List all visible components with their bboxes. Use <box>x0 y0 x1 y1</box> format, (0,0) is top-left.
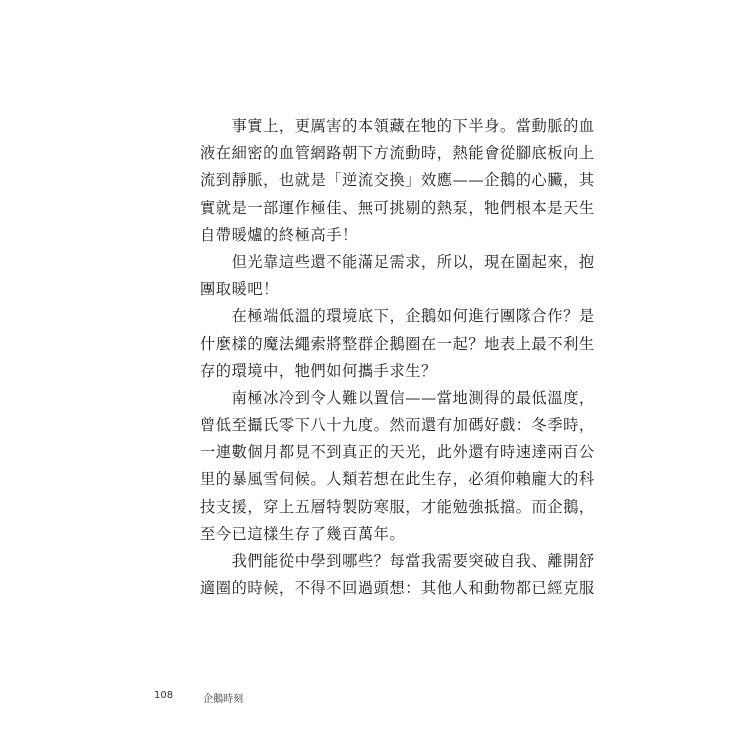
text-line: 液在細密的血管網路朝下方流動時，熱能會從腳底板向上 <box>200 144 595 163</box>
text-line: 南極冰冷到令人難以置信——當地測得的最低溫度， <box>200 388 595 407</box>
text-line: 至今已這樣生存了幾百萬年。 <box>200 524 406 543</box>
text-line: 里的暴風雪伺候。人類若想在此生存，必須仰賴龐大的科 <box>200 470 595 489</box>
text-line: 一連數個月都見不到真正的天光，此外還有時速達兩百公 <box>200 443 595 462</box>
text-line: 技支援，穿上五層特製防寒服，才能勉強抵擋。而企鵝， <box>200 497 595 516</box>
page-number: 108 <box>154 690 174 701</box>
text-line: 我們能從中學到哪些？每當我需要突破自我、離開舒 <box>200 552 595 570</box>
text-line: 實就是一部運作極佳、無可挑剔的熱泵，牠們根本是天生 <box>200 198 595 217</box>
text-line: 但光靠這些還不能滿足需求，所以，現在圍起來，抱 <box>200 252 595 271</box>
running-title: 企鵝時刻 <box>203 694 244 705</box>
text-line: 在極端低溫的環境底下，企鵝如何進行團隊合作？是 <box>200 307 595 326</box>
text-line: 團取暖吧！ <box>200 280 279 299</box>
page-footer <box>154 690 243 705</box>
text-line: 流到靜脈，也就是「逆流交換」效應——企鵝的心臟，其 <box>200 171 595 190</box>
text-line: 存的環境中，牠們如何攜手求生？ <box>200 361 437 380</box>
text-line: 事實上，更厲害的本領藏在牠的下半身。當動脈的血 <box>200 117 595 135</box>
text-line: 適圈的時候，不得不回過頭想：其他人和動物都已經克服 <box>200 579 595 598</box>
text-line: 自帶暖爐的終極高手！ <box>200 225 358 244</box>
body-text <box>200 113 595 602</box>
text-line: 什麼樣的魔法繩索將整群企鵝圈在一起？地表上最不利生 <box>200 334 595 353</box>
text-line: 曾低至攝氏零下八十九度。然而還有加碼好戲：冬季時， <box>200 416 595 435</box>
